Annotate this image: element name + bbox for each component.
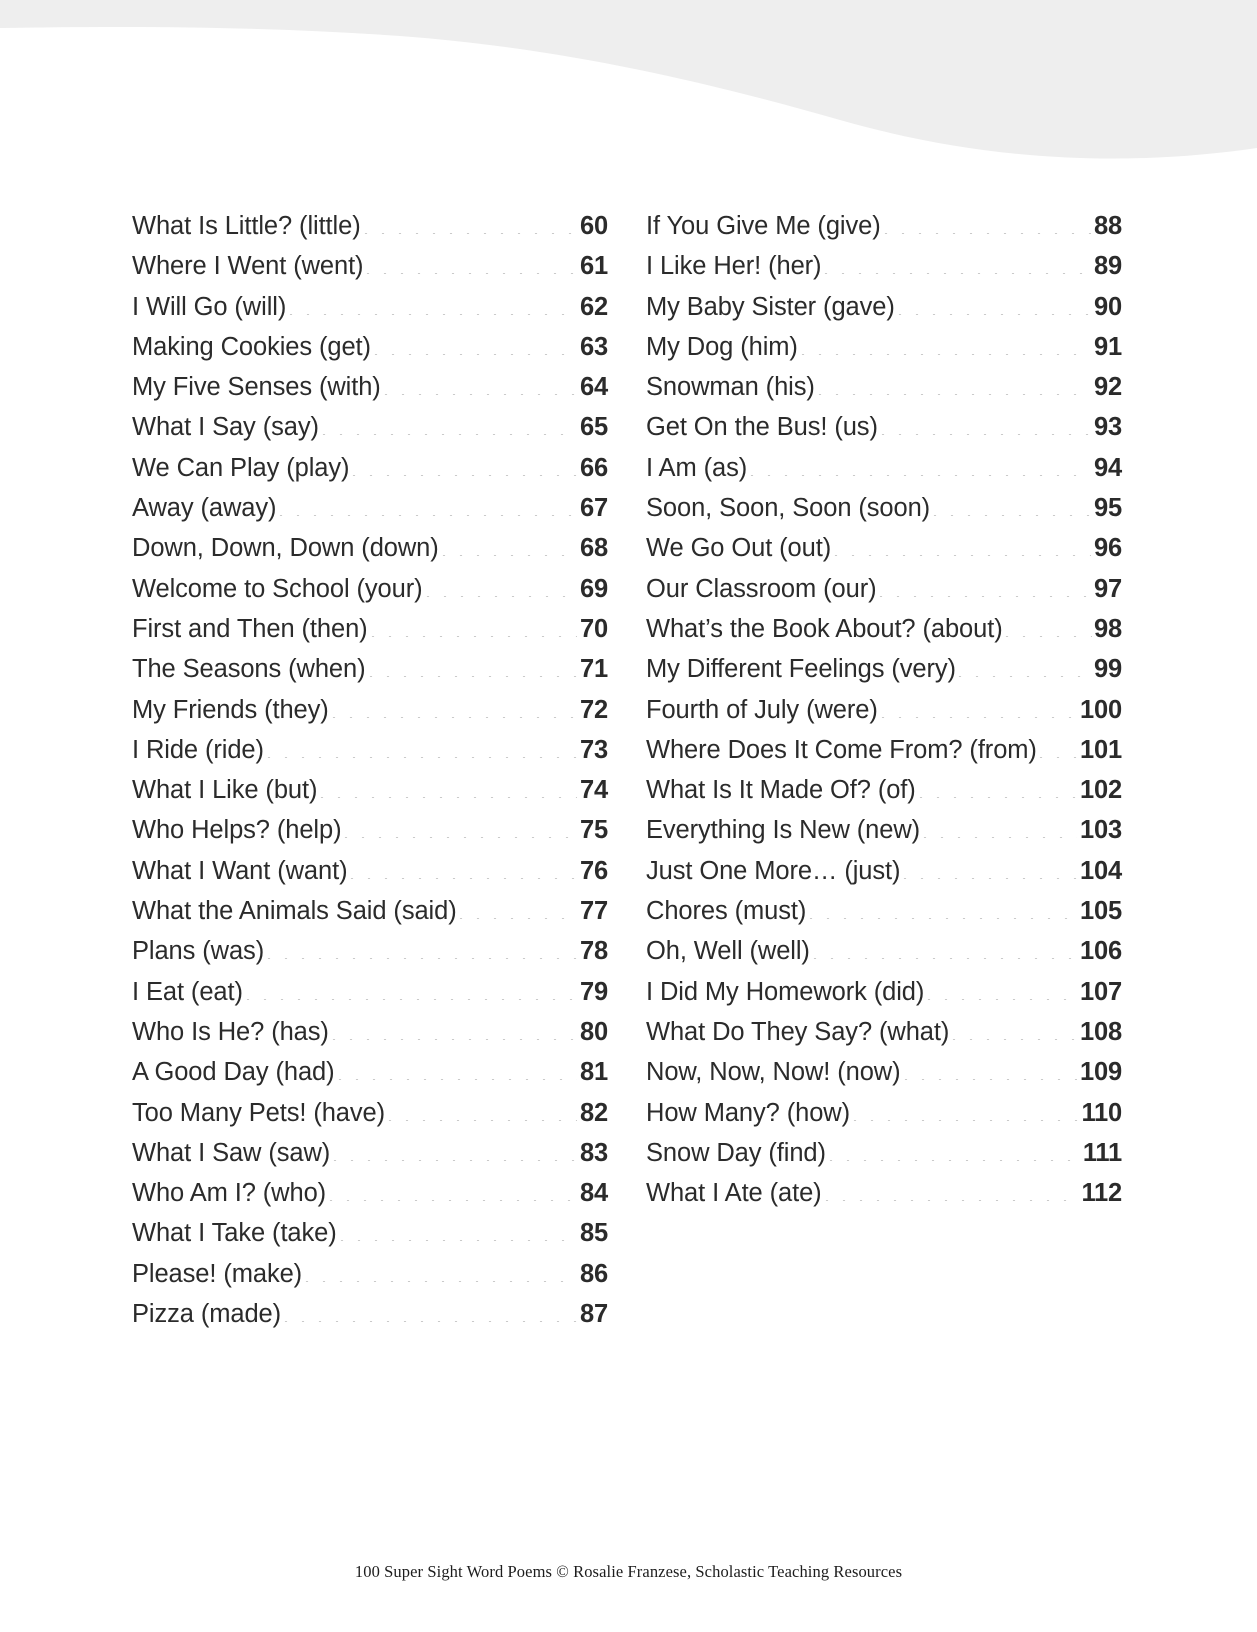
- dot-leader: [366, 273, 577, 274]
- toc-entry-title: How Many? (how): [646, 1098, 850, 1127]
- toc-entry[interactable]: [132, 454, 608, 494]
- toc-entry[interactable]: [646, 575, 1122, 615]
- toc-entry-page-number: 110: [1081, 1098, 1122, 1127]
- dot-leader: [904, 1079, 1078, 1080]
- toc-entry[interactable]: [646, 816, 1122, 856]
- dot-leader: [333, 1160, 577, 1161]
- dot-leader: [1039, 757, 1078, 758]
- toc-entry[interactable]: [646, 413, 1122, 453]
- toc-entry-title: Chores (must): [646, 897, 807, 926]
- dot-leader: [352, 475, 577, 476]
- toc-entry[interactable]: [646, 212, 1122, 252]
- toc-column-right: [646, 212, 1122, 1340]
- dot-leader: [338, 1079, 578, 1080]
- toc-entry-title: Fourth of July (were): [646, 695, 878, 724]
- toc-entry-page-number: 68: [580, 534, 608, 563]
- toc-entry[interactable]: [132, 413, 608, 453]
- toc-entry-page-number: 94: [1094, 453, 1122, 482]
- toc-entry-page-number: 89: [1094, 252, 1122, 281]
- dot-leader: [442, 555, 577, 556]
- toc-entry-title: Welcome to School (your): [132, 574, 423, 603]
- dot-leader: [750, 475, 1091, 476]
- dot-leader: [364, 233, 577, 234]
- table-of-contents: [132, 212, 1122, 1340]
- toc-entry-page-number: 63: [580, 332, 608, 361]
- toc-entry-title: What I Saw (saw): [132, 1138, 331, 1167]
- toc-entry[interactable]: [132, 655, 608, 695]
- toc-entry-title: What’s the Book About? (about): [646, 614, 1003, 643]
- toc-entry-page-number: 99: [1094, 655, 1122, 684]
- toc-entry[interactable]: [646, 373, 1122, 413]
- dot-leader: [289, 314, 577, 315]
- toc-entry-title: I Am (as): [646, 453, 748, 482]
- toc-entry[interactable]: [132, 1058, 608, 1098]
- toc-entry-title: Where I Went (went): [132, 252, 364, 281]
- footer-credit: 100 Super Sight Word Poems © Rosalie Franzese, Scholastic Teaching Resources: [354, 1562, 903, 1581]
- dot-leader: [305, 1281, 577, 1282]
- toc-entry-page-number: 84: [580, 1179, 608, 1208]
- dot-leader: [818, 394, 1091, 395]
- toc-entry-page-number: 92: [1094, 373, 1122, 402]
- toc-entry-title: What I Say (say): [132, 413, 319, 442]
- toc-entry[interactable]: [132, 1018, 608, 1058]
- dot-leader: [350, 878, 577, 879]
- toc-entry[interactable]: [132, 1179, 608, 1219]
- toc-entry[interactable]: [132, 373, 608, 413]
- toc-entry-title: Down, Down, Down (down): [132, 534, 439, 563]
- toc-entry[interactable]: [132, 1260, 608, 1300]
- toc-entry-page-number: 91: [1094, 332, 1122, 361]
- toc-entry-title: Pizza (made): [132, 1300, 282, 1329]
- toc-entry-title: Soon, Soon, Soon (soon): [646, 494, 931, 523]
- toc-entry[interactable]: [132, 978, 608, 1018]
- toc-entry-title: Just One More… (just): [646, 856, 901, 885]
- toc-entry-page-number: 87: [580, 1300, 608, 1329]
- toc-entry-title: What I Like (but): [132, 776, 318, 805]
- toc-entry-title: My Five Senses (with): [132, 373, 381, 402]
- toc-entry-page-number: 65: [580, 413, 608, 442]
- toc-entry[interactable]: [132, 1139, 608, 1179]
- toc-entry[interactable]: [132, 857, 608, 897]
- toc-entry-title: Plans (was): [132, 937, 265, 966]
- toc-entry[interactable]: [646, 252, 1122, 292]
- toc-entry-page-number: 95: [1094, 494, 1122, 523]
- dot-leader: [332, 1039, 577, 1040]
- toc-entry-title: My Friends (they): [132, 695, 329, 724]
- dot-leader: [279, 515, 577, 516]
- toc-entry-page-number: 105: [1080, 897, 1122, 926]
- toc-entry-page-number: 76: [580, 856, 608, 885]
- toc-entry-title: Snowman (his): [646, 373, 815, 402]
- dot-leader: [923, 837, 1077, 838]
- toc-entry-title: Away (away): [132, 494, 277, 523]
- toc-entry-title: What I Take (take): [132, 1219, 337, 1248]
- toc-entry-page-number: 77: [580, 897, 608, 926]
- dot-leader: [322, 434, 577, 435]
- toc-entry[interactable]: [132, 1300, 608, 1340]
- toc-entry-title: Get On the Bus! (us): [646, 413, 878, 442]
- dot-leader: [834, 555, 1091, 556]
- dot-leader: [384, 394, 577, 395]
- toc-entry-page-number: 67: [580, 494, 608, 523]
- toc-entry-page-number: 82: [580, 1098, 608, 1127]
- toc-entry-title: Our Classroom (our): [646, 574, 877, 603]
- toc-entry-page-number: 81: [580, 1058, 608, 1087]
- toc-entry[interactable]: [646, 776, 1122, 816]
- toc-entry-page-number: 79: [580, 977, 608, 1006]
- toc-entry[interactable]: [646, 1179, 1122, 1219]
- toc-entry-page-number: 74: [580, 776, 608, 805]
- dot-leader: [801, 354, 1091, 355]
- toc-entry-page-number: 97: [1094, 574, 1122, 603]
- toc-entry-page-number: 70: [580, 614, 608, 643]
- dot-leader: [246, 999, 577, 1000]
- dot-leader: [824, 273, 1091, 274]
- dot-leader: [879, 596, 1091, 597]
- top-decorative-wave: [0, 0, 1257, 190]
- toc-column-left: [132, 212, 608, 1340]
- toc-entry[interactable]: [132, 776, 608, 816]
- dot-leader: [329, 1200, 577, 1201]
- toc-entry[interactable]: [132, 937, 608, 977]
- toc-entry-title: What Is Little? (little): [132, 212, 361, 240]
- dot-leader: [267, 958, 577, 959]
- dot-leader: [903, 878, 1077, 879]
- toc-entry-title: Who Am I? (who): [132, 1179, 327, 1208]
- toc-entry[interactable]: [132, 816, 608, 856]
- toc-entry[interactable]: [132, 494, 608, 534]
- toc-entry-title: Too Many Pets! (have): [132, 1098, 386, 1127]
- toc-entry[interactable]: [646, 333, 1122, 373]
- toc-entry-title: A Good Day (had): [132, 1058, 335, 1087]
- toc-entry[interactable]: [132, 252, 608, 292]
- toc-entry-page-number: 86: [580, 1259, 608, 1288]
- toc-entry[interactable]: [132, 1099, 608, 1139]
- dot-leader: [374, 354, 577, 355]
- toc-entry[interactable]: [132, 897, 608, 937]
- toc-entry-page-number: 103: [1080, 816, 1122, 845]
- toc-entry[interactable]: [646, 857, 1122, 897]
- dot-leader: [884, 233, 1091, 234]
- toc-entry-page-number: 61: [580, 252, 608, 281]
- toc-entry[interactable]: [646, 1018, 1122, 1058]
- toc-entry-page-number: 106: [1080, 937, 1122, 966]
- toc-entry[interactable]: [132, 1219, 608, 1259]
- toc-entry-page-number: 109: [1080, 1058, 1122, 1087]
- toc-entry-title: We Can Play (play): [132, 453, 350, 482]
- toc-entry[interactable]: [132, 293, 608, 333]
- toc-entry-title: If You Give Me (give): [646, 212, 881, 240]
- dot-leader: [369, 676, 578, 677]
- dot-leader: [284, 1321, 577, 1322]
- toc-entry[interactable]: [646, 937, 1122, 977]
- toc-entry-title: What the Animals Said (said): [132, 897, 457, 926]
- dot-leader: [371, 636, 577, 637]
- dot-leader: [952, 1039, 1077, 1040]
- toc-entry[interactable]: [646, 897, 1122, 937]
- toc-entry-page-number: 93: [1094, 413, 1122, 442]
- toc-entry-title: Now, Now, Now! (now): [646, 1058, 901, 1087]
- dot-leader: [459, 918, 578, 919]
- toc-entry-title: I Will Go (will): [132, 292, 287, 321]
- toc-entry[interactable]: [646, 494, 1122, 534]
- dot-leader: [927, 999, 1077, 1000]
- toc-entry-title: My Different Feelings (very): [646, 655, 956, 684]
- toc-entry-page-number: 78: [580, 937, 608, 966]
- toc-entry-title: I Like Her! (her): [646, 252, 822, 281]
- toc-entry-title: First and Then (then): [132, 614, 368, 643]
- dot-leader: [426, 596, 578, 597]
- toc-entry-title: We Go Out (out): [646, 534, 832, 563]
- dot-leader: [881, 717, 1077, 718]
- toc-entry-page-number: 69: [580, 574, 608, 603]
- toc-entry[interactable]: [646, 1058, 1122, 1098]
- toc-entry-page-number: 60: [580, 212, 608, 240]
- toc-entry[interactable]: [646, 534, 1122, 574]
- toc-entry-title: What Is It Made Of? (of): [646, 776, 916, 805]
- toc-entry-title: What I Ate (ate): [646, 1179, 822, 1208]
- toc-entry-page-number: 107: [1080, 977, 1122, 1006]
- toc-entry-page-number: 75: [580, 816, 608, 845]
- dot-leader: [813, 958, 1077, 959]
- toc-entry-page-number: 85: [580, 1219, 608, 1248]
- toc-entry[interactable]: [646, 1139, 1122, 1179]
- toc-entry-title: What Do They Say? (what): [646, 1017, 950, 1046]
- toc-entry-page-number: 73: [580, 735, 608, 764]
- toc-entry-title: My Baby Sister (gave): [646, 292, 895, 321]
- toc-entry-page-number: 64: [580, 373, 608, 402]
- toc-entry[interactable]: [646, 696, 1122, 736]
- toc-entry-title: My Dog (him): [646, 332, 798, 361]
- toc-entry-page-number: 96: [1094, 534, 1122, 563]
- toc-entry-title: Please! (make): [132, 1259, 303, 1288]
- dot-leader: [809, 918, 1077, 919]
- dot-leader: [388, 1120, 577, 1121]
- toc-entry-page-number: 111: [1082, 1138, 1122, 1167]
- toc-entry-title: Making Cookies (get): [132, 332, 371, 361]
- toc-entry-page-number: 101: [1080, 735, 1122, 764]
- toc-entry-title: The Seasons (when): [132, 655, 366, 684]
- toc-entry-title: What I Want (want): [132, 856, 348, 885]
- toc-entry-page-number: 100: [1080, 695, 1122, 724]
- toc-entry-title: I Eat (eat): [132, 977, 243, 1006]
- dot-leader: [829, 1160, 1080, 1161]
- toc-entry[interactable]: [646, 736, 1122, 776]
- dot-leader: [881, 434, 1091, 435]
- toc-entry[interactable]: [132, 615, 608, 655]
- toc-entry-page-number: 90: [1094, 292, 1122, 321]
- toc-entry-page-number: 62: [580, 292, 608, 321]
- toc-entry[interactable]: [132, 333, 608, 373]
- toc-entry-page-number: 104: [1080, 856, 1122, 885]
- toc-entry-title: Who Helps? (help): [132, 816, 342, 845]
- toc-entry-page-number: 112: [1081, 1179, 1122, 1208]
- toc-entry-page-number: 108: [1080, 1017, 1122, 1046]
- toc-entry-title: I Ride (ride): [132, 735, 264, 764]
- toc-entry-page-number: 72: [580, 695, 608, 724]
- toc-entry-page-number: 71: [580, 655, 608, 684]
- toc-entry-page-number: 102: [1080, 776, 1122, 805]
- toc-entry[interactable]: [132, 696, 608, 736]
- toc-entry[interactable]: [646, 1099, 1122, 1139]
- dot-leader: [344, 837, 577, 838]
- toc-entry[interactable]: [646, 615, 1122, 655]
- toc-entry-page-number: 88: [1094, 212, 1122, 240]
- dot-leader: [958, 676, 1092, 677]
- dot-leader: [332, 717, 577, 718]
- toc-entry[interactable]: [132, 212, 608, 252]
- toc-entry-page-number: 80: [580, 1017, 608, 1046]
- dot-leader: [853, 1120, 1078, 1121]
- dot-leader: [898, 314, 1091, 315]
- toc-entry[interactable]: [646, 655, 1122, 695]
- dot-leader: [340, 1240, 577, 1241]
- toc-entry-title: Snow Day (find): [646, 1138, 826, 1167]
- toc-entry[interactable]: [646, 454, 1122, 494]
- dot-leader: [825, 1200, 1079, 1201]
- toc-entry[interactable]: [132, 575, 608, 615]
- toc-entry[interactable]: [132, 736, 608, 776]
- dot-leader: [919, 797, 1077, 798]
- dot-leader: [933, 515, 1091, 516]
- toc-entry-title: Oh, Well (well): [646, 937, 810, 966]
- toc-entry-title: I Did My Homework (did): [646, 977, 925, 1006]
- toc-entry-page-number: 66: [580, 453, 608, 482]
- dot-leader: [267, 757, 577, 758]
- toc-entry-page-number: 98: [1094, 614, 1122, 643]
- toc-entry[interactable]: [132, 534, 608, 574]
- toc-entry-page-number: 83: [580, 1138, 608, 1167]
- toc-entry[interactable]: [646, 978, 1122, 1018]
- dot-leader: [1005, 636, 1092, 637]
- toc-entry-title: Everything Is New (new): [646, 816, 921, 845]
- toc-entry[interactable]: [646, 293, 1122, 333]
- toc-entry-title: Who Is He? (has): [132, 1017, 329, 1046]
- toc-entry-title: Where Does It Come From? (from): [646, 735, 1037, 764]
- dot-leader: [320, 797, 577, 798]
